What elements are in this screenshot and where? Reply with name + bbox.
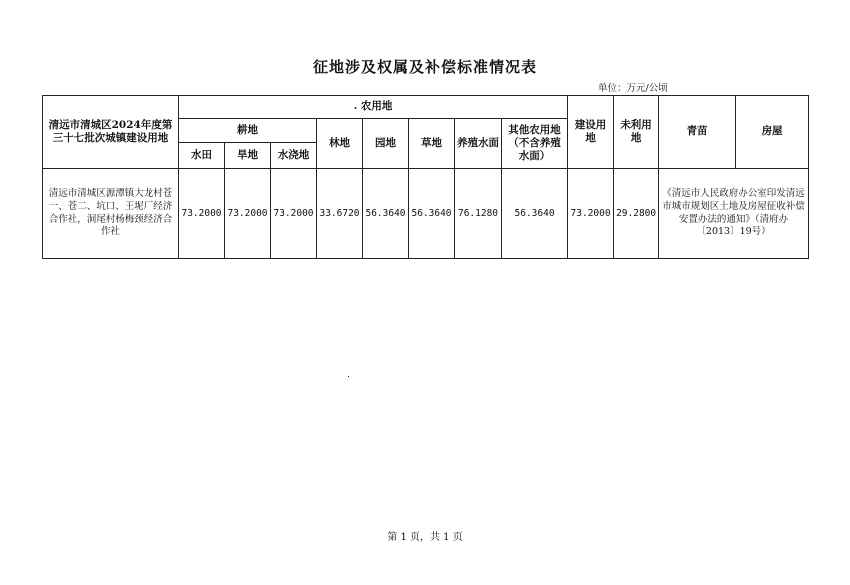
header-cultivated: 耕地 — [179, 119, 317, 143]
cell-paddy: 73.2000 — [179, 169, 225, 259]
header-forest: 林地 — [317, 119, 363, 169]
header-aquaculture: 养殖水面 — [455, 119, 502, 169]
header-garden: 园地 — [363, 119, 409, 169]
cell-location: 清远市清城区源潭镇大龙村苍一、苍二、坑口、王坭厂经济合作社，洞尾村杨梅颈经济合作社 — [43, 169, 179, 259]
cell-other-agri: 56.3640 — [502, 169, 568, 259]
header-houses: 房屋 — [736, 96, 809, 169]
cell-crops-houses: 《清远市人民政府办公室印发清远市城市规划区土地及房屋征收补偿安置办法的通知》（清府办〔2013〕19号） — [659, 169, 809, 259]
cell-unused: 29.2800 — [614, 169, 659, 259]
cell-construction: 73.2000 — [568, 169, 614, 259]
header-crops: 青苗 — [659, 96, 736, 169]
header-agri-land: . 农用地 — [179, 96, 568, 119]
cell-forest: 33.6720 — [317, 169, 363, 259]
unit-label: 单位：万元/公顷 — [598, 83, 668, 94]
header-construction: 建设用地 — [568, 96, 614, 169]
header-grass: 草地 — [409, 119, 455, 169]
header-project: 清远市清城区2024年度第三十七批次城镇建设用地 — [43, 96, 179, 169]
table-row — [43, 169, 809, 259]
stray-dot: . — [347, 370, 350, 380]
cell-grass: 56.3640 — [409, 169, 455, 259]
cell-dry-land: 73.2000 — [225, 169, 271, 259]
document-title: 征地涉及权属及补偿标准情况表 — [312, 58, 537, 76]
cell-aquaculture: 76.1280 — [455, 169, 502, 259]
page-footer: 第 1 页，共 1 页 — [387, 532, 463, 543]
compensation-table — [42, 95, 809, 259]
header-paddy: 水田 — [179, 143, 225, 169]
header-dry-land: 旱地 — [225, 143, 271, 169]
header-unused: 未利用地 — [614, 96, 659, 169]
header-other-agri: 其他农用地（不含养殖水面） — [502, 119, 568, 169]
header-irrigated: 水浇地 — [271, 143, 317, 169]
cell-irrigated: 73.2000 — [271, 169, 317, 259]
cell-garden: 56.3640 — [363, 169, 409, 259]
